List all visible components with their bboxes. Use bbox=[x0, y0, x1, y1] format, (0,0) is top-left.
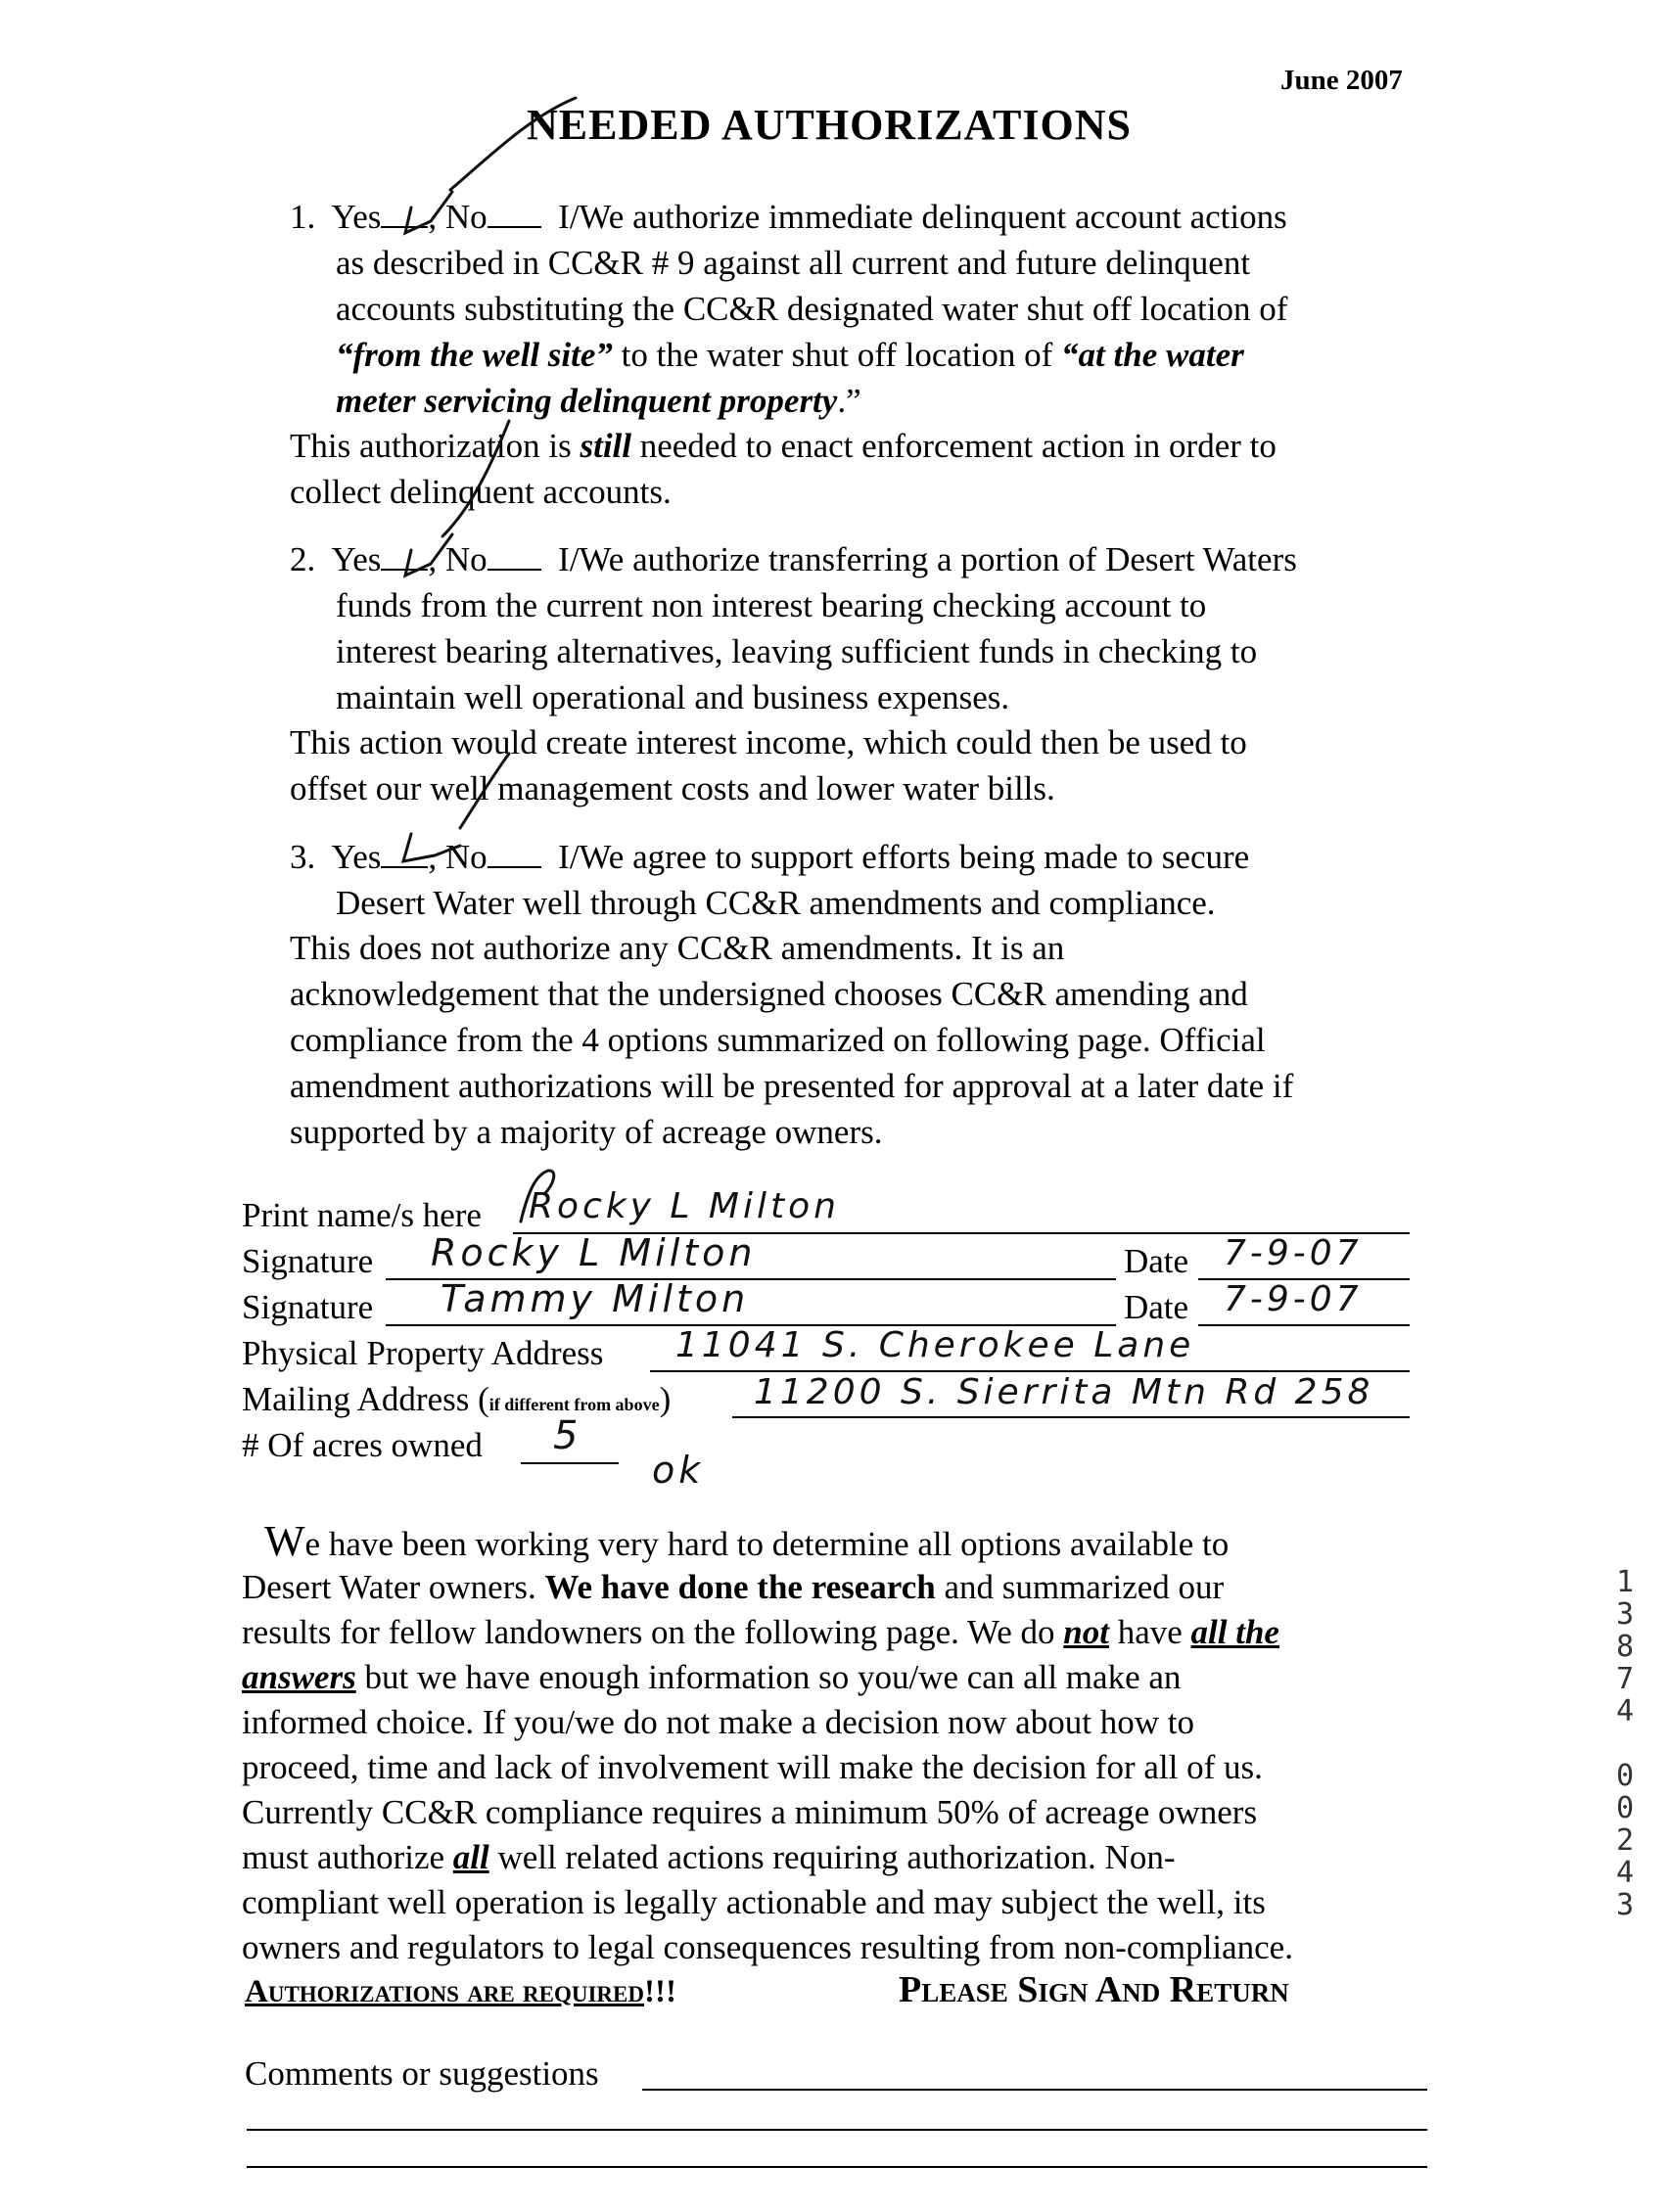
mailing-label-small: if different from above bbox=[488, 1395, 660, 1414]
item-1-line-2: as described in CC&R # 9 against all current and future delinquent bbox=[336, 244, 1251, 282]
stamp-digit: 3 bbox=[1615, 1597, 1635, 1632]
item-3-note-line-2: acknowledgement that the undersigned chooses CC&R amending and bbox=[290, 975, 1248, 1013]
quote-connector: to the water shut off location of bbox=[612, 336, 1062, 374]
pen-stroke-item1-note-icon bbox=[442, 421, 509, 536]
date-2-value: 7-9-07 bbox=[1224, 1279, 1363, 1319]
item-statement: I/We authorize transferring a portion of Desert Waters bbox=[558, 540, 1297, 578]
item-2: 2. Yes , No I/We authorize transferring a portion of Desert Waters bbox=[290, 540, 1297, 578]
mailing-label-text: Mailing Address ( bbox=[242, 1380, 489, 1418]
note-text: needed to enact enforcement action in order to bbox=[631, 427, 1277, 465]
quote-delinquent-property: meter servicing delinquent property bbox=[336, 382, 838, 420]
stamp-digit: 8 bbox=[1615, 1630, 1635, 1664]
body-line-9: compliant well operation is legally actionable and may subject the well, its bbox=[242, 1883, 1266, 1921]
signature-flourish-icon bbox=[521, 1171, 554, 1221]
yes-label: Yes bbox=[331, 540, 382, 578]
please-sign-return: Please Sign And Return bbox=[899, 1969, 1289, 2010]
drop-initial: W bbox=[264, 1517, 305, 1565]
item-3-note-line-1: This does not authorize any CC&R amendments. It is an bbox=[290, 929, 1065, 967]
item-number: 1. bbox=[290, 198, 316, 236]
acres-owned-label: # Of acres owned bbox=[242, 1426, 483, 1464]
date-2-label: Date bbox=[1124, 1288, 1189, 1326]
item-statement: I/We authorize immediate delinquent account actions bbox=[558, 198, 1287, 236]
quote-end: .” bbox=[837, 382, 861, 420]
checkmark-item-3-icon bbox=[403, 834, 460, 861]
yes-label: Yes bbox=[331, 838, 382, 876]
body-text: Desert Water owners. bbox=[242, 1568, 545, 1606]
physical-address-value: 11041 S. Cherokee Lane bbox=[675, 1325, 1195, 1365]
pen-stroke-title-icon bbox=[450, 98, 576, 190]
stamp-digit: 0 bbox=[1615, 1759, 1635, 1793]
print-name-label: Print name/s here bbox=[242, 1196, 482, 1234]
stamp-digit: 4 bbox=[1615, 1856, 1635, 1890]
item-1-note-line-2: collect delinquent accounts. bbox=[290, 473, 672, 511]
item-2-note-line-1: This action would create interest income, which could then be used to bbox=[290, 723, 1247, 761]
quote-well-site: “from the well site” bbox=[336, 336, 613, 374]
item-3-note-line-5: supported by a majority of acreage owners. bbox=[290, 1113, 883, 1151]
signature-2-value: Tammy Milton bbox=[441, 1277, 750, 1320]
body-emphasis: all bbox=[452, 1838, 489, 1876]
stamp-digit: 2 bbox=[1615, 1823, 1635, 1858]
item-number: 3. bbox=[290, 838, 316, 876]
physical-address-label: Physical Property Address bbox=[242, 1334, 604, 1372]
stamp-digit: 1 bbox=[1615, 1565, 1635, 1599]
item-2-line-3: interest bearing alternatives, leaving sufficient funds in checking to bbox=[336, 632, 1258, 670]
comments-label: Comments or suggestions bbox=[245, 2054, 599, 2093]
body-text: must authorize bbox=[242, 1838, 453, 1876]
quote-water-meter: “at the water bbox=[1061, 336, 1244, 374]
required-text: Authorizations are required bbox=[245, 1974, 644, 2009]
yes-label: Yes bbox=[331, 198, 382, 236]
stamp-digit: 3 bbox=[1615, 1888, 1635, 1922]
document-date: June 2007 bbox=[1280, 65, 1403, 96]
stamp-digit: 7 bbox=[1615, 1662, 1635, 1696]
acres-owned-value: 5 bbox=[553, 1413, 582, 1458]
exclaim-text: !!! bbox=[643, 1974, 676, 2009]
print-name-value: Rocky L Milton bbox=[529, 1186, 840, 1226]
no-label: No bbox=[444, 838, 488, 876]
document-title: NEEDED AUTHORIZATIONS bbox=[527, 101, 1132, 149]
body-emphasis: not bbox=[1063, 1613, 1109, 1651]
signature-2-label: Signature bbox=[242, 1288, 374, 1326]
item-1: 1. Yes , No I/We authorize immediate delinquent account actions bbox=[290, 198, 1287, 236]
body-text: well related actions requiring authorization. Non- bbox=[488, 1838, 1176, 1876]
body-text: and summarized our bbox=[935, 1568, 1225, 1606]
body-text: but we have enough information so you/we can all make an bbox=[355, 1658, 1182, 1696]
note-emphasis: still bbox=[580, 427, 632, 465]
body-emphasis: answers bbox=[242, 1658, 356, 1696]
mailing-label-close: ) bbox=[659, 1380, 672, 1418]
item-1-line-3: accounts substituting the CC&R designated water shut off location of bbox=[336, 290, 1288, 328]
checkmark-item-2-icon bbox=[405, 534, 452, 576]
item-3-line-2: Desert Water well through CC&R amendments and compliance. bbox=[336, 884, 1216, 922]
body-line-7: Currently CC&R compliance requires a minimum 50% of acreage owners bbox=[242, 1793, 1258, 1831]
handwritten-ok-note: ok bbox=[652, 1449, 705, 1492]
pen-stroke-item2-note-icon bbox=[460, 754, 509, 828]
body-emphasis: all the bbox=[1190, 1613, 1279, 1651]
body-bold-text: We have done the research bbox=[544, 1568, 936, 1606]
item-3: 3. Yes , No I/We agree to support efforts being made to secure bbox=[290, 838, 1250, 876]
no-label: No bbox=[444, 198, 488, 236]
item-2-note-line-2: offset our well management costs and lower water bills. bbox=[290, 769, 1055, 807]
checkmark-item-1-icon bbox=[405, 192, 452, 233]
body-line-5: informed choice. If you/we do not make a decision now about how to bbox=[242, 1703, 1194, 1741]
no-label: No bbox=[444, 540, 488, 578]
signature-1-value: Rocky L Milton bbox=[431, 1231, 757, 1274]
body-text: have bbox=[1108, 1613, 1191, 1651]
mailing-address-value: 11200 S. Sierrita Mtn Rd 258 bbox=[754, 1372, 1374, 1412]
body-text: e have been working very hard to determine all options available to bbox=[304, 1525, 1230, 1563]
body-line-6: proceed, time and lack of involvement will make the decision for all of us. bbox=[242, 1748, 1263, 1786]
stamp-digit: 4 bbox=[1615, 1694, 1635, 1728]
item-2-line-2: funds from the current non interest bearing checking account to bbox=[336, 586, 1207, 624]
body-text: results for fellow landowners on the following page. We do bbox=[242, 1613, 1064, 1651]
date-1-label: Date bbox=[1124, 1242, 1189, 1280]
signature-1-label: Signature bbox=[242, 1242, 374, 1280]
item-3-note-line-4: amendment authorizations will be presented for approval at a later date if bbox=[290, 1067, 1294, 1105]
note-text: This authorization is bbox=[290, 427, 581, 465]
item-3-note-line-3: compliance from the 4 options summarized on following page. Official bbox=[290, 1021, 1266, 1059]
body-line-10: owners and regulators to legal consequences resulting from non-compliance. bbox=[242, 1928, 1293, 1966]
date-1-value: 7-9-07 bbox=[1224, 1233, 1363, 1273]
stamp-digit: 0 bbox=[1615, 1791, 1635, 1825]
item-number: 2. bbox=[290, 540, 316, 578]
item-statement: I/We agree to support efforts being made to secure bbox=[558, 838, 1250, 876]
item-2-line-4: maintain well operational and business expenses. bbox=[336, 678, 1010, 716]
